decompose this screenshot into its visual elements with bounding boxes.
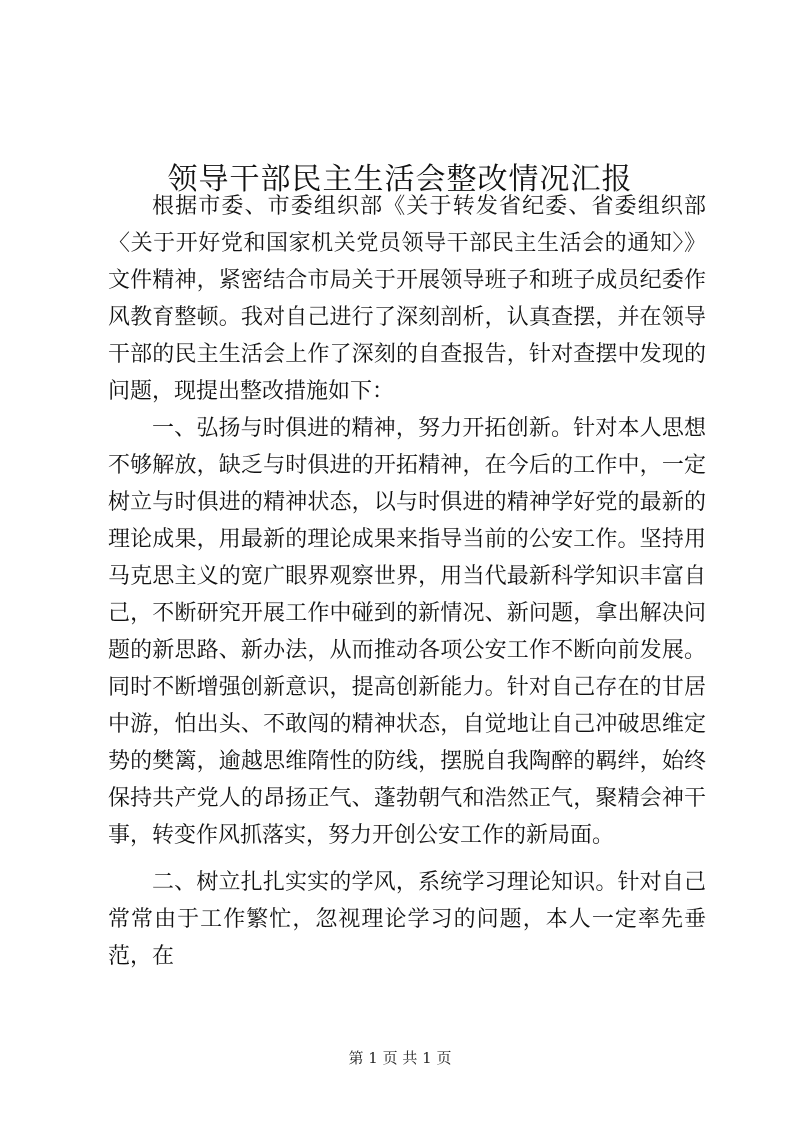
document-body [108,188,706,975]
paragraph-intro: 根据市委、市委组织部《关于转发省纪委、省委组织部〈关于开好党和国家机关党员领导干部民主生活会的通知〉》文件精神，紧密结合市局关于开展领导班子和班子成员纪委作风教育整顿。我对自己进行了深刻剖析，认真查摆，并在领导干部的民主生活会上作了深刻的自查报告，针对查摆中发现的问题，现提出整改措施如下： [108,194,706,404]
page-footer: 第 1 页 共 1 页 [348,1049,452,1067]
paragraph-section-one: 一、弘扬与时俱进的精神，努力开拓创新。针对本人思想不够解放，缺乏与时俱进的开拓精神，在今后的工作中，一定树立与时俱进的精神状态，以与时俱进的精神学好党的最新的理论成果，用最新的理论成果来指导当前的公安工作。坚持用马克思主义的宽广眼界观察世界，用当代最新科学知识丰富自己，不断研究开展工作中碰到的新情况、新问题，拿出解决问题的新思路、新办法，从而推动各项公安工作不断向前发展。同时不断增强创新意识，提高创新能力。针对自己存在的甘居中游，怕出头、不敢闯的精神状态，自觉地让自己冲破思维定势的樊篱，逾越思维隋性的防线，摆脱自我陶醉的羁绊，始终保持共产党人的昂扬正气、蓬勃朝气和浩然正气，聚精会神干事，转变作风抓落实，努力开创公安工作的新局面。 [108,416,706,848]
document-title: 领导干部民主生活会整改情况汇报 [167,162,633,198]
paragraph-section-two: 二、树立扎扎实实的学风，系统学习理论知识。针对自己常常由于工作繁忙，忽视理论学习的问题，本人一定率先垂范，在 [108,870,706,969]
